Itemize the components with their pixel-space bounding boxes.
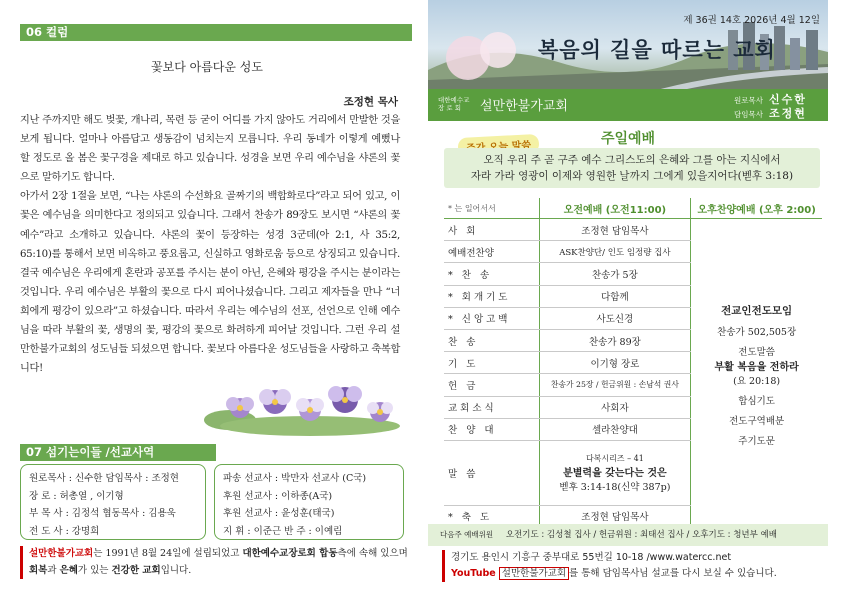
mission-line: 후원 선교사 : 윤성훈(태국) [223, 508, 335, 519]
senior-pastor: 담임목사 조정현 [734, 107, 807, 120]
column-author: 조정현 목사 [343, 96, 398, 108]
servant-line: 장 로 : 허총열 , 이기형 [29, 490, 124, 502]
morning-service-header: 오전예배 (오전11:00) [539, 198, 691, 219]
table-row: 사 회 조정현 담임목사 전교인전도모임 찬송가 502,505장 전도말씀 부활 복음을 전하라 (요 20:18) 합심기도 전도구역배분 주기도문 [444, 219, 822, 241]
table-row: * 찬 송 찬송가 5장 [444, 263, 822, 285]
table-row: 교회소식 사회자 [444, 396, 822, 418]
right-page [428, 0, 828, 598]
youtube-line: YouTube 설만한불가교회 를 통해 담임목사님 설교를 다시 보실 수 있습니다. [451, 568, 777, 579]
afternoon-service-header: 오후찬양예배 (오후 2:00) [691, 198, 822, 219]
table-row: 예배전찬양 ASK찬양단/ 인도 임정량 집사 [444, 241, 822, 263]
issue-info: 제 36권 14호 2026년 4월 12일 [683, 15, 820, 26]
church-introduction: 설만한불가교회는 1991년 8월 24일에 설립되었고 대한예수교장로회 합동측에 속해 있으며 회복과 은혜가 있는 건강한 교회입니다. [20, 546, 413, 579]
table-row: * 회개기도 다함께 [444, 285, 822, 307]
table-row: 기 도 이기형 장로 [444, 352, 822, 374]
table-row: 찬 양 대 셀라찬양대 [444, 418, 822, 440]
worship-title: 주일예배 [600, 131, 656, 147]
emeritus-pastor: 원로목사 신수한 [734, 93, 807, 106]
worship-order-table [444, 198, 822, 528]
servants-box [20, 464, 206, 540]
next-week-bar [428, 524, 828, 546]
table-row: 찬 송 찬송가 89장 [444, 329, 822, 351]
intro-church-name: 설만한불가교회 [29, 548, 94, 559]
mission-line: 후원 선교사 : 이하종(A국) [223, 490, 333, 502]
afternoon-program: 전교인전도모임 찬송가 502,505장 전도말씀 부활 복음을 전하라 (요 20:18) 합심기도 전도구역배분 주기도문 [714, 305, 799, 447]
missions-box [214, 464, 404, 540]
table-header-row [444, 198, 822, 219]
contact-info [442, 550, 777, 582]
missions-section-header: 07 섬기는이들 /선교사역 [20, 444, 216, 461]
column-title: 꽃보다 아름다운 성도 [151, 60, 263, 74]
mission-line: 파송 선교사 : 박만자 선교사 (C국) [223, 473, 367, 484]
column-paragraph: 지난 주까지만 해도 벚꽃, 개나리, 목련 등 굳이 어디를 가지 않아도 거리에서 만발한 것을 보게 됩니다. 얼마나 아름답고 생동감이 넘치는지 모릅니다. 우리 동네가 이렇게 예뻤나 할 정도로 올 봄은 꽃구경을 제대로 하고 있습니다. 성경을 보면 우리 예수님을 샤론의 꽃으로 말하기도 합니다. [20, 115, 400, 184]
mission-line: 지 휘 : 이준근 반 주 : 이예림 [223, 525, 343, 537]
servant-line: 전 도 사 : 강명희 [29, 525, 100, 537]
sermon-row: 말 씀 다복시리즈 – 41 분별력을 갖는다는 것은 벧후 3:14-18(신약 387p) [444, 440, 822, 505]
table-row: * 축 도 조정현 담임목사 [444, 505, 822, 527]
column-paragraph: 아가서 2장 1절을 보면, “나는 샤론의 수선화요 골짜기의 백합화로다”라고 되어 있고, 이 꽃은 예수님을 의미한다고 정의되고 있습니다. 그래서 찬송가 89장도 보시면 “샤론의 꽃 예수”라고 소개하고 있습니다. 샤론의 꽃이 등장하는 성경 3군데(아 2:1, 사 35:2, 65:10)를 통해서 보면 비옥하고 풍요롭고, 신실하고 영화로움 등으로 상징되고 있습니다. 결국 예수님은 우리에게 혼란과 공포를 주시는 분이 아닌, 은혜와 평강을 주시는 분이라는 것입니다. 우리 예수님은 부활의 꽃으로 다시 피어나셨습니다. 그리고 제자들을 만나 “너희에게 평강이 있으라”고 하셨습니다. 따라서 우리는 예수님의 선포, 선언으로 인해 예수님을 따라 부활의 꽃, 생명의 꽃, 평강의 꽃으로 화려하게 피어날 것입니다. 그런 우리 설만한불가교회의 성도님들 되셨으면 합니다. 꽃보다 아름다운 성도님들을 사랑하고 축복합니다! [20, 191, 400, 375]
masthead-bar [428, 89, 828, 121]
sermon-cell: 다복시리즈 – 41 분별력을 갖는다는 것은 벧후 3:14-18(신약 387p) [539, 440, 691, 505]
table-row: 헌 금 찬송가 25장 / 헌금위원 : 손남석 권사 [444, 374, 822, 396]
youtube-channel[interactable]: 설만한불가교회 [499, 567, 569, 580]
servant-line: 부 목 사 : 김정석 협동목사 : 김용욱 [29, 508, 176, 519]
column-body [20, 111, 400, 378]
next-week-label: 다음주 예배위원 [440, 530, 494, 539]
weekly-verse: 오직 우리 주 곧 구주 예수 그리스도의 은혜와 그를 아는 지식에서 자라 가라 영광이 이제와 영원한 날까지 그에게 있을지어다(벧후 3:18) [444, 148, 820, 188]
column-section-header: 06 컬럼 [20, 24, 412, 41]
next-week-text: 오전기도 : 김성철 집사 / 헌금위원 : 최태선 집사 / 오후기도 : 청년부 예배 [505, 530, 777, 540]
table-row: * 신앙고백 사도신경 [444, 307, 822, 329]
church-name: 설만한불가교회 [480, 99, 568, 114]
motto-title: 복음의 길을 따르는 교회 [538, 37, 776, 62]
denomination-tag: 대한예수교 장 로 회 [438, 96, 470, 112]
address: 경기도 용인시 기흥구 중부대로 55번길 10-18 /www.watercc.net [451, 552, 732, 563]
left-page [0, 0, 414, 598]
pansy-flowers-illustration [200, 380, 408, 440]
servant-line: 원로목사 : 신수한 담임목사 : 조정현 [29, 473, 179, 484]
youtube-icon: YouTube [451, 568, 496, 579]
standing-note: * 는 일어서서 [444, 198, 539, 219]
